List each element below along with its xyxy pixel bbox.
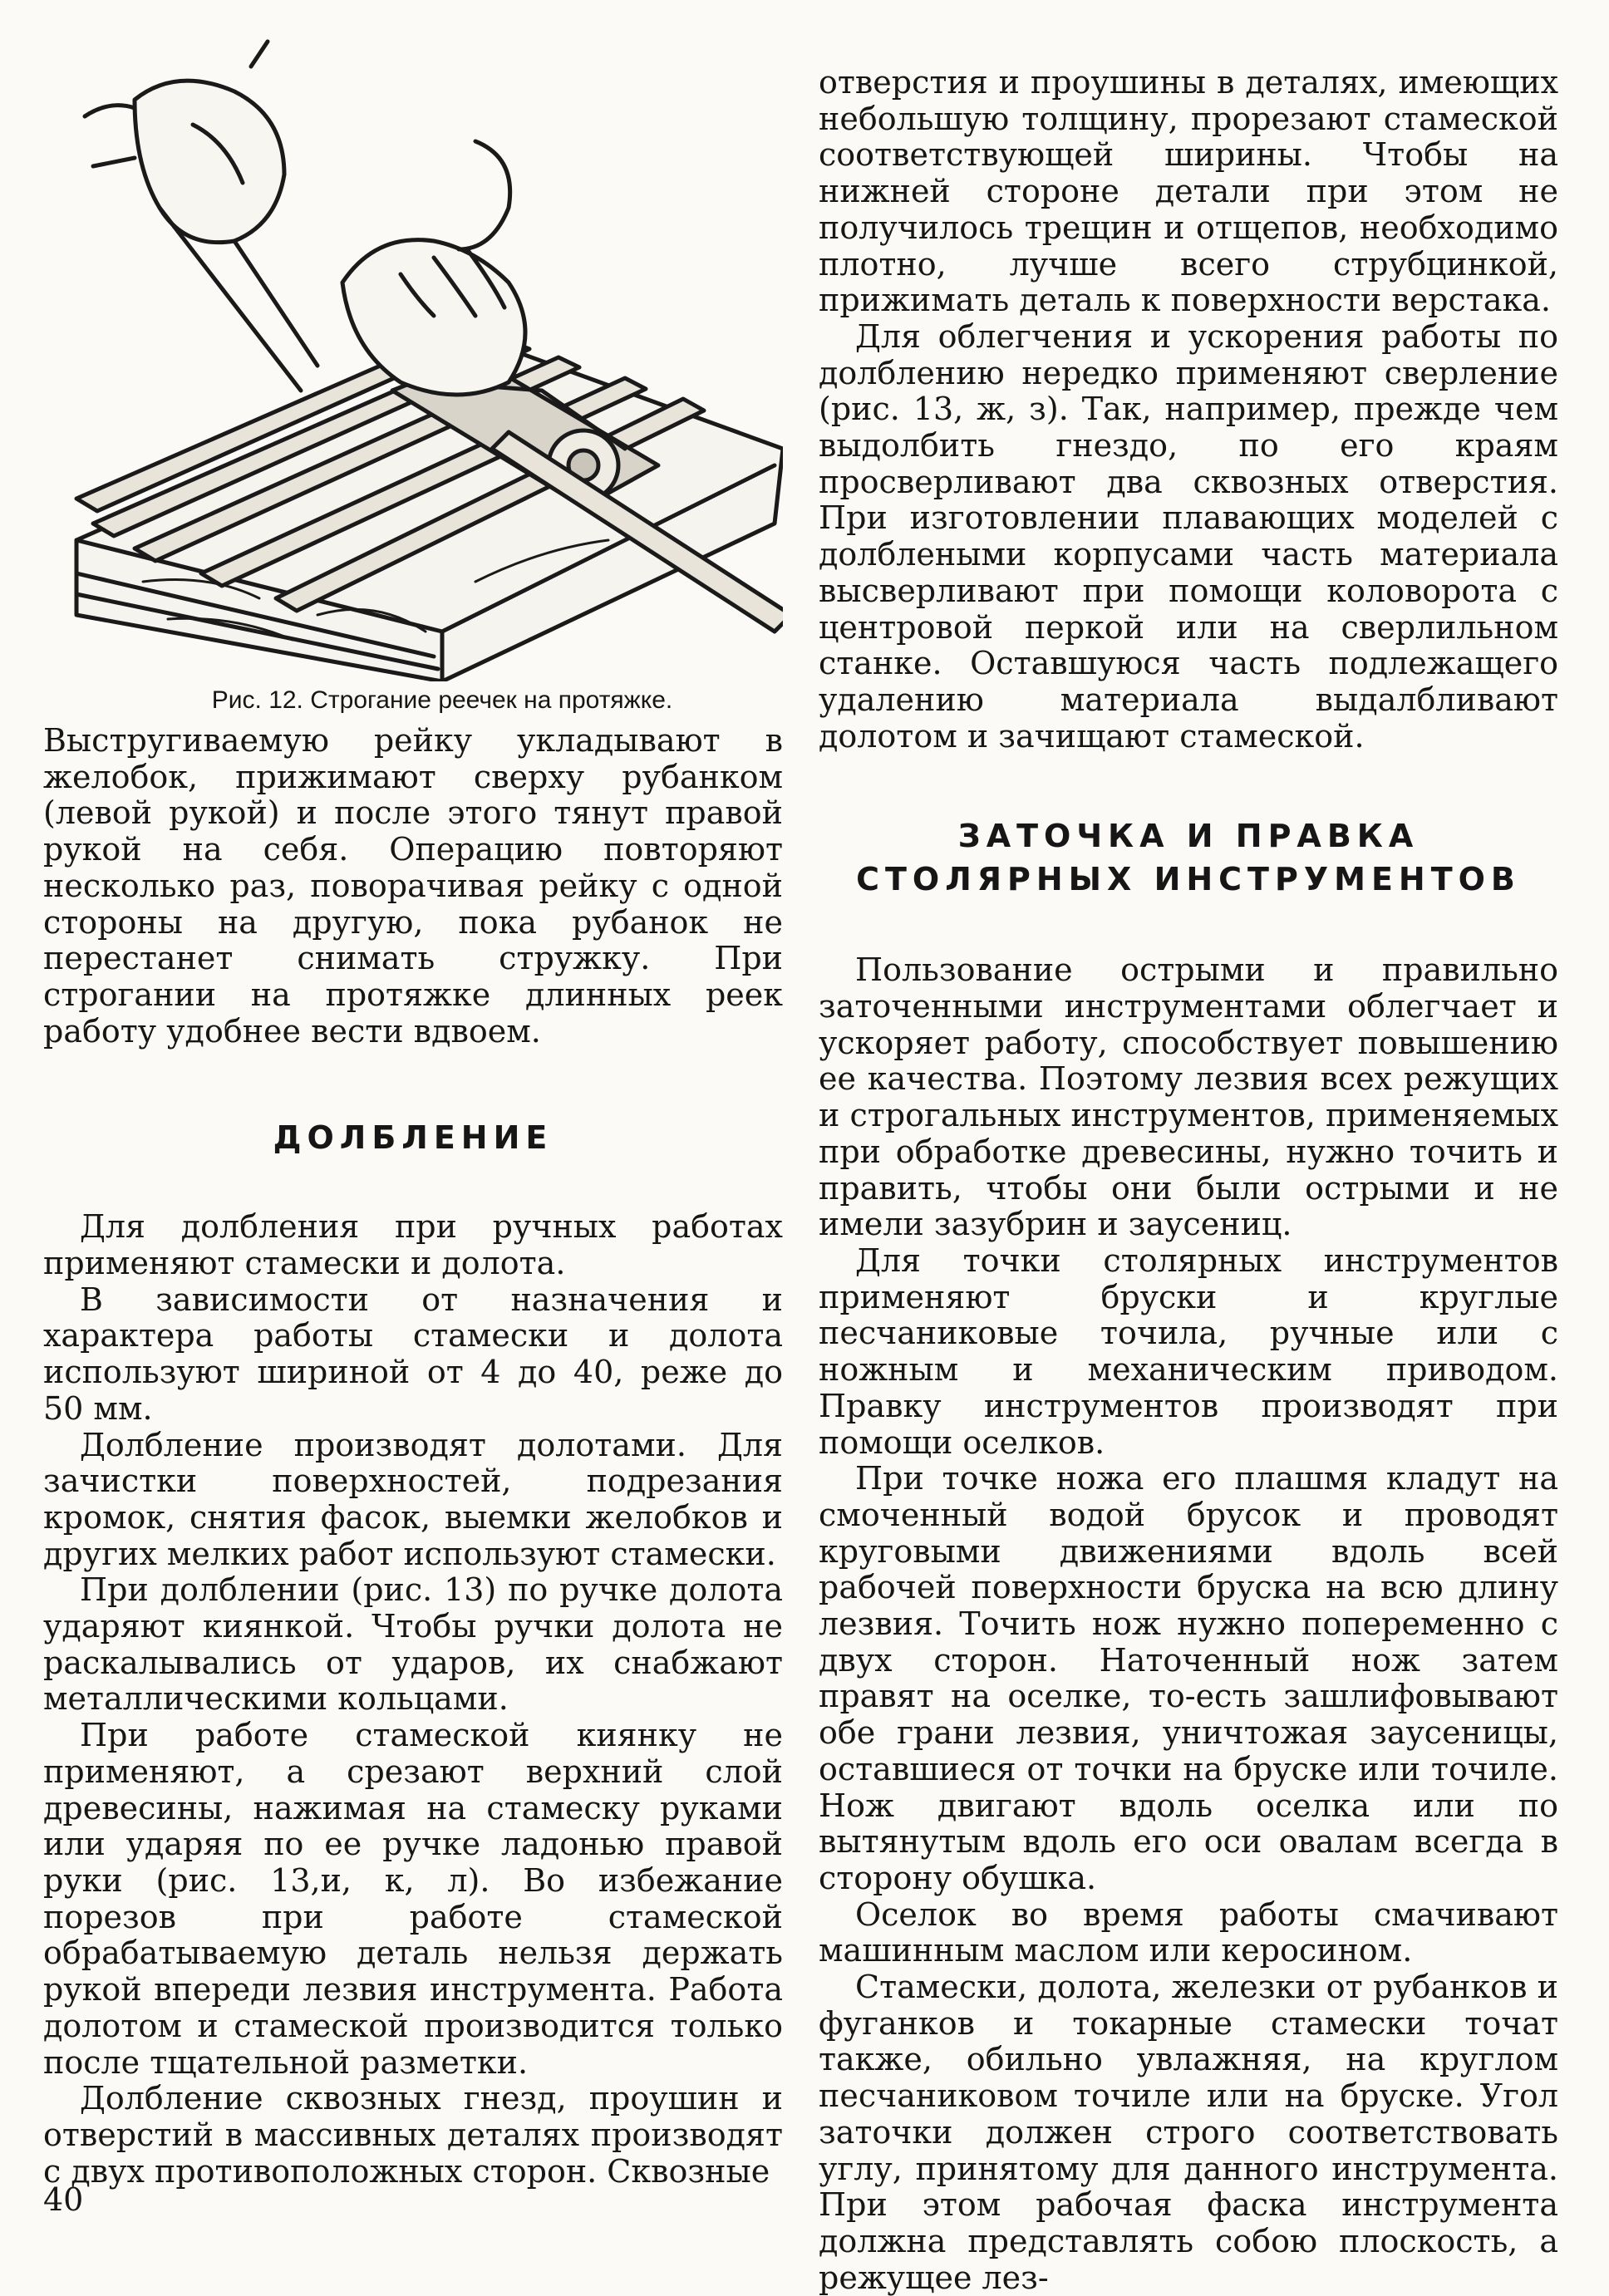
right-column — [819, 65, 1558, 2296]
paragraph: Долбление производят долотами. Для зачистки поверхностей, подрезания кромок, снятия фасок, выемки желобков и других мелких работ используют стамески. — [43, 1426, 783, 1572]
section-heading-dolblenie: ДОЛБЛЕНИЕ — [273, 1119, 554, 1157]
paragraph-continued: отверстия и проушины в деталях, имеющих небольшую толщину, прорезают стамеской соответствующей ширины. Чтобы на нижней стороне детали при этом не получилось трещин и отщепов, необходимо плотно, лучше всего струбцинкой, прижимать деталь к поверхности верстака. — [819, 64, 1558, 319]
left-column — [43, 0, 783, 2190]
planing-strips-illustration — [43, 0, 783, 681]
paragraph: В зависимости от назначения и характера работы стамески и долота используют шириной от 4 до 40, реже до 50 мм. — [43, 1281, 783, 1427]
figure-12 — [43, 0, 783, 723]
paragraph: Пользование острыми и правильно заточенными инструментами облегчает и ускоряет работу, способствует повышению ее качества. Поэтому лезвия всех режущих и строгальных инструментов, применяемых при обработке древесины, нужно точить и править, чтобы они были острыми и не имели зазубрин и заусениц. — [819, 951, 1558, 1243]
paragraph: При точке ножа его плашмя кладут на смоченный водой брусок и проводят круговыми движениями вдоль всей рабочей поверхности бруска на всю длину лезвия. Точить нож нужно попеременно с двух сторон. Наточенный нож затем правят на оселке, то-есть зашлифовывают обе грани лезвия, уничтожая заусеницы, оставшиеся от точки на бруске или точиле. Нож двигают вдоль оселка или по вытянутым вдоль его оси овалам всегда в сторону обушка. — [819, 1460, 1558, 1896]
paragraph: Долбление сквозных гнезд, проушин и отверстий в массивных деталях производят с двух противоположных сторон. Сквозные — [43, 2080, 783, 2190]
paragraph: Для облегчения и ускорения работы по долблению нередко применяют сверление (рис. 13, ж, з). Так, например, прежде чем выдолбить гнездо, по его краям просверливают два сквозных отверстия. При изготовлении плавающих моделей с долблеными корпусами часть материала высверливают при помощи коловорота с центровой перкой или на сверлильном станке. Оставшуюся часть подлежащего удалению материала выдалбливают долотом и зачищают стамеской. — [819, 317, 1558, 755]
paragraph: При долблении (рис. 13) по ручке долота ударяют киянкой. Чтобы ручки долота не раскалывались от ударов, их снабжают металлическими кольцами. — [43, 1571, 783, 1718]
section-heading-sharpening: ЗАТОЧКА И ПРАВКА СТОЛЯРНЫХ ИНСТРУМЕНТОВ — [856, 818, 1521, 898]
paragraph: При работе стамеской киянку не применяют, а срезают верхний слой древесины, нажимая на стамеску руками или ударяя по ее ручке ладонью правой руки (рис. 13,и, к, л). Во избежание порезов при работе стамеской обрабатываемую деталь нельзя держать рукой впереди лезвия инструмента. Работа долотом и стамеской производится только после тщательной разметки. — [43, 1717, 783, 2081]
paragraph: Стамески, долота, железки от рубанков и фуганков и токарные стамески точат также, обильно увлажняя, на круглом песчаниковом точиле или на бруске. Угол заточки должен строго соответствовать углу, принятому для данного инструмента. При этом рабочая фаска инструмента должна представлять собою плоскость, а режущее лез- — [819, 1969, 1558, 2296]
paragraph: Для долбления при ручных работах применяют стамески и долота. — [43, 1208, 783, 1282]
figure-caption: Рис. 12. Строгание реечек на протяжке. — [211, 686, 673, 714]
paragraph: Для точки столярных инструментов применяют бруски и круглые песчаниковые точила, ручные или с ножным и механическим приводом. Правку инструментов производят при помощи оселков. — [819, 1241, 1558, 1461]
page-number: 40 — [43, 2181, 84, 2218]
paragraph: Оселок во время работы смачивают машинным маслом или керосином. — [819, 1895, 1558, 1969]
paragraph-intro: Выстругиваемую рейку укладывают в желобок, прижимают сверху рубанком (левой рукой) и после этого тянут правой рукой на себя. Операцию повторяют несколько раз, поворачивая рейку с одной стороны на другую, пока рубанок не перестанет снимать стружку. При строгании на протяжке длинных реек работу удобнее вести вдвоем. — [43, 722, 783, 1050]
